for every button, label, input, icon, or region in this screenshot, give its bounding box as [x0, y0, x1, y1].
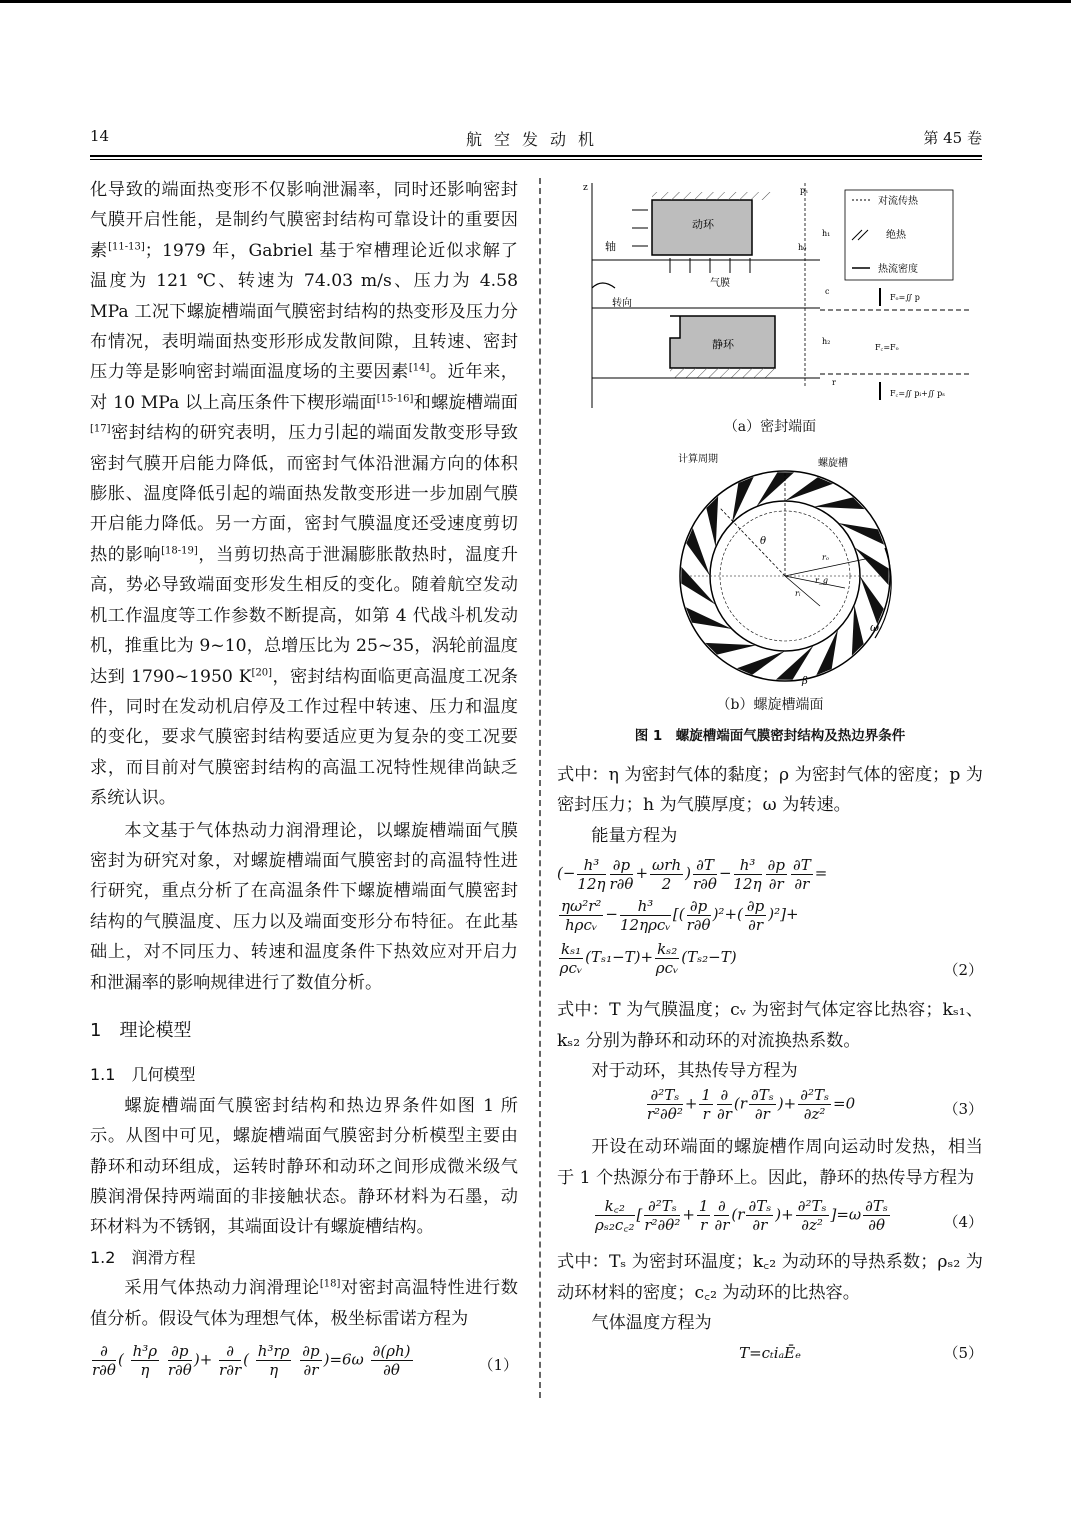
ref: [11-13]: [108, 241, 145, 253]
beta-label: β: [802, 676, 808, 687]
journal-name: 航空发动机: [465, 130, 606, 149]
arrows-left: [632, 210, 648, 246]
paragraph-lubrication: 采用气体热动力润滑理论[18]对密封高温特性进行数值分析。假设气体为理想气体，极坐标雷诺方程为: [90, 1278, 518, 1329]
fo-label: Fₒ=∬ p: [890, 293, 920, 302]
paragraph-intro: 化导致的端面热变形不仅影响泄漏率，同时还影响密封气膜开启性能，是制约气膜密封结构可靠设计的重要因素[11-13]；1979 年，Gabriel 基于窄槽理论近似求解了温度为 121 ℃、转速为 74.03 m/s、压力为 4.58 MPa 工况下螺旋槽端面气膜密封结构的热变形及压力分布情况，表明端面热变形形成发散间隙，且转速、密封压力等是影响密封端面温度场的主要因素[14]。近年来，对 10 MPa 以上高压条件下楔形端面[15-16]和螺旋槽端面[17]密封结构的研究表明，压力引起的端面发散变形导致密封气膜开启能力降低，而密封气体沿泄漏方向的体积膨胀、温度降低引起的端面热发散变形进一步加剧气膜开启能力降低。另一方面，密封气膜温度还受速度剪切热的影响[18-19]，当剪切热高于泄漏膨胀散热时，温度升高，势必导致端面变形发生相反的变化。随着航空发动机工作温度等工作参数不断提高，如第 4 代战斗机发动机，推重比为 9~10，总增压比为 25~35，涡轮前温度达到 1790~1950 K[20]，密封结构面临更高温度工况条件，同时在发动机启停及工作过程中转速、压力和温度的变化，要求气膜密封结构要适应更为复杂的变工况要求，而目前对气膜密封结构的高温工况特性规律尚缺乏系统认识。: [90, 180, 518, 809]
shaft-label: 轴: [605, 240, 616, 253]
ri-label: rᵢ: [795, 589, 801, 598]
paragraph-eq4-notation: 式中：Tₛ 为密封环温度；k꜀₂ 为动环的导热系数；ρₛ₂ 为动环材料的密度；c꜀₂ 为动环的比热容。: [557, 1252, 983, 1303]
groove-label: 螺旋槽: [818, 458, 848, 469]
equation-4: $\frac{\text{k꜀₂}}{\text{ρₛ₂c꜀₂}}$ [ $\frac{\text{∂²Tₛ}}{\text{r²∂θ²}}$ + $\frac{1}{r}$ $\frac{\partial}{\partial r}$ (r $\frac{\text{∂Tₛ}}{\partial r}$ )+ $\frac{\text{∂²Tₛ}}{\text{∂z²}}$ ]=ω $\frac{\text{∂Tₛ}}{\partial\theta}$ （4）: [557, 1197, 983, 1247]
h1-label: h₁: [822, 229, 831, 238]
figure-title: 图 1 螺旋槽端面气膜密封结构及热边界条件: [634, 728, 906, 744]
film-label: 气膜: [710, 278, 730, 289]
paragraph-energy: 能量方程为: [591, 825, 678, 846]
page-number: 14: [90, 127, 110, 145]
equation-number: （3）: [943, 1100, 983, 1119]
paragraph-eq1-notation: 式中：η 为密封气体的黏度；ρ 为密封气体的密度；p 为密封压力；h 为气膜厚度；ω 为转速。: [557, 765, 983, 816]
right-column: [557, 760, 983, 1368]
fc-fo-label: F꜀=Fₒ: [875, 343, 899, 352]
spiral-groove: [737, 651, 785, 675]
hatch-top: [652, 192, 772, 200]
legend-convection: [852, 194, 919, 207]
header-rule-thin: [90, 159, 982, 160]
svg-text:对流传热: 对流传热: [878, 196, 918, 207]
spiral-groove: [686, 528, 710, 576]
paragraph-objective: 本文基于气体热动力润滑理论，以螺旋槽端面气膜密封为研究对象，对螺旋槽端面气膜密封的高温特性进行研究，重点分析了在高温条件下螺旋槽端面气膜密封结构的气膜温度、压力以及端面变形分布特征。在此基础上，对不同压力、转速和温度条件下热效应对开启力和泄漏率的影响规律进行了数值分析。: [90, 820, 518, 993]
volume-label: 第 45 卷: [923, 129, 982, 147]
equation-number: （1）: [478, 1356, 518, 1375]
hatch-bottom: [670, 368, 775, 378]
top-rule: [0, 0, 1071, 3]
legend-insulation: [852, 228, 907, 241]
rotation-label: 转向: [612, 298, 632, 309]
dynamic-ring-label: 动环: [692, 218, 714, 231]
header-rule: [90, 155, 982, 157]
spiral-groove: [860, 576, 884, 624]
ro-label: rₒ: [822, 553, 829, 562]
rg-label: r_g: [815, 576, 828, 585]
paragraph-geometry: 螺旋槽端面气膜密封结构和热边界条件如图 1 所示。从图中可见，螺旋槽端面气膜密封分析模型主要由静环和动环组成，运转时静环和动环之间形成微米级气膜润滑保持两端面的非接触状态。静环材料为石墨，动环材料为不锈钢，其端面设计有螺旋槽结构。: [90, 1095, 518, 1238]
column-divider: [539, 178, 541, 1398]
r-label: r: [832, 378, 836, 387]
ps-label: pₛ: [800, 186, 808, 195]
spiral-groove: [785, 477, 833, 501]
subsection-heading-geometry: 1.1 几何模型: [90, 1065, 196, 1085]
h0-label: h₀: [798, 243, 807, 252]
ref: [14]: [408, 362, 430, 374]
fc-label: F꜀=∬ pᵢ+∬ pₛ: [890, 389, 945, 398]
paragraph-rotor-conduction: 对于动环，其热传导方程为: [591, 1061, 798, 1082]
static-ring-label: 静环: [712, 338, 734, 351]
legend-heat-flux: [852, 262, 918, 275]
page-header: [90, 127, 982, 153]
figure-1b-spiral-groove: [660, 448, 910, 693]
omega-label: ω: [870, 621, 879, 634]
ref: [20]: [251, 666, 273, 678]
paragraph-stator-conduction: 开设在动环端面的螺旋槽作周向运动时发热，相当于 1 个热源分布于静环上。因此，静环的热传导方程为: [557, 1137, 983, 1188]
equation-1: $\frac{\partial}{r\partial\theta}$ ( $\frac{\text{h³ρ}}{\eta}$ $\frac{\partial p}{r\partial\theta}$ )+ $\frac{\partial}{r\partial r}$ ( $\frac{\text{h³rρ}}{\eta}$ $\frac{\partial p}{\partial r}$ )=6ω $\frac{\partial(\rho h)}{\partial\theta}$ （1）: [92, 1342, 518, 1380]
equation-5: [557, 1338, 983, 1368]
left-column: [90, 175, 518, 1382]
caption-b: （b）螺旋槽端面: [716, 697, 824, 713]
subsection-heading-lubrication: 1.2 润滑方程: [90, 1247, 196, 1267]
equation-5-body: T=cₜiₐĒₑ: [739, 1344, 801, 1363]
equation-number: （5）: [943, 1344, 983, 1363]
equation-3: $\frac{\text{∂²Tₛ}}{\text{r²∂θ²}}$ + $\frac{1}{r}$ $\frac{\partial}{\partial r}$ (r $\frac{\text{∂Tₛ}}{\partial r}$ )+ $\frac{\text{∂²Tₛ}}{\text{∂z²}}$ =0 （3）: [646, 1086, 983, 1124]
theta-label: θ: [760, 536, 767, 547]
figure-1a-seal-face: [580, 178, 980, 413]
equation-number: （4）: [943, 1213, 983, 1232]
ref: [17]: [90, 423, 111, 435]
paragraph-eq2-notation: 式中：T 为气膜温度；cᵥ 为密封气体定容比热容；kₛ₁、kₛ₂ 分别为静环和动环的对流换热系数。: [557, 1000, 983, 1051]
c-label: c: [825, 287, 830, 296]
period-label: 计算周期: [678, 454, 718, 465]
equation-2: (− $\frac{\text{h³}}{12\eta}$ $\frac{\partial p}{r\partial\theta}$ + $\frac{\text{ωrh}}{2}$ ) $\frac{\partial T}{r\partial\theta}$ − $\frac{\text{h³}}{12\eta}$ $\frac{\partial p}{\partial r}$ $\frac{\partial T}{\partial r}$ = $\frac{\text{ηω²r²}}{\text{hρcᵥ}}$ − $\frac{\text{h³}}{\text{12ηρcᵥ}}$ [( $\frac{\partial p}{r\partial\theta}$ )²+( $\frac{\partial p}{\partial r}$ )²]+ $\frac{\text{kₛ₁}}{\text{ρcᵥ}}$ (Tₛ₁−T)+ $\frac{\text{kₛ₂}}{\text{ρcᵥ}}$ (Tₛ₂−T) （2）: [557, 853, 983, 991]
rotation-arrow: [592, 283, 615, 288]
caption-a: （a）密封端面: [723, 419, 817, 435]
ref: [18]: [319, 1278, 341, 1290]
section-heading: 1 理论模型: [90, 1019, 192, 1041]
svg-text:热流密度: 热流密度: [878, 264, 918, 275]
paragraph-gas-temperature: 气体温度方程为: [591, 1313, 712, 1334]
h2-label: h₂: [822, 337, 831, 346]
ref: [18-19]: [161, 545, 198, 557]
ref: [15-16]: [376, 393, 414, 405]
equation-number: （2）: [943, 961, 983, 980]
z-label: z: [583, 183, 588, 193]
svg-text:绝热: 绝热: [886, 230, 906, 241]
